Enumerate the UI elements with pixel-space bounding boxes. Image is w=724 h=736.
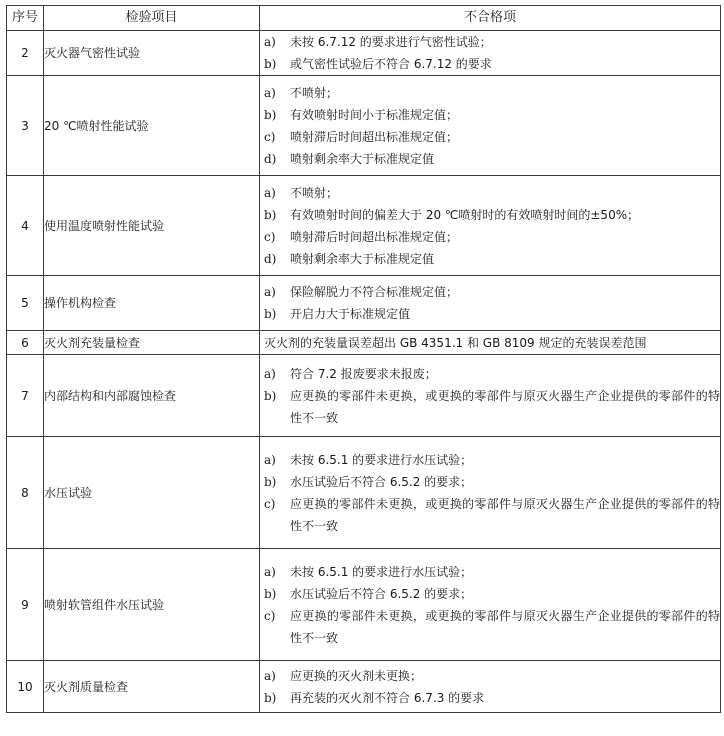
table-header-row (7, 6, 721, 31)
clause-marker: b) (264, 690, 277, 705)
nonconformity-clause (260, 471, 720, 493)
clause-marker: a) (264, 285, 276, 299)
clause-marker: d) (264, 151, 277, 166)
clause-text: 应更换的零部件未更换，或更换的零部件与原灭火器生产企业提供的零部件的特性不一致 (290, 496, 720, 533)
clause-text: 喷射剩余率大于标准规定值 (290, 151, 435, 166)
clause-text: 水压试验后不符合 6.5.2 的要求； (290, 586, 473, 601)
nonconformity-clause (260, 126, 720, 148)
clause-text: 保险解脱力不符合标准规定值； (290, 285, 459, 299)
row-inspection-item: 灭火剂充装量检查 (44, 331, 260, 355)
clause-text: 应更换的灭火剂未更换； (290, 668, 423, 683)
clause-text: 或气密性试验后不符合 6.7.12 的要求 (290, 57, 492, 71)
header-nonconformity: 不合格项 (260, 6, 721, 31)
clause-text: 未按 6.5.1 的要求进行水压试验； (290, 452, 473, 467)
table-body (7, 31, 721, 713)
row-seq-number: 3 (7, 76, 44, 176)
nonconformity-clause (260, 82, 720, 104)
nonconformity-clause (260, 561, 720, 583)
row-nonconformity (260, 549, 721, 661)
clause-marker: d) (264, 251, 277, 266)
clause-marker: a) (264, 35, 276, 49)
row-inspection-item: 20 ℃喷射性能试验 (44, 76, 260, 176)
inspection-table (6, 5, 721, 713)
nonconformity-clause (260, 182, 720, 204)
row-inspection-item: 灭火剂质量检查 (44, 661, 260, 713)
clause-text: 开启力大于标准规定值 (290, 307, 411, 321)
row-seq-number: 9 (7, 549, 44, 661)
row-nonconformity (260, 437, 721, 549)
clause-marker: b) (264, 586, 277, 601)
clause-marker: a) (264, 185, 276, 200)
clause-text: 水压试验后不符合 6.5.2 的要求； (290, 474, 473, 489)
row-nonconformity (260, 355, 721, 437)
nonconformity-clause (260, 583, 720, 605)
row-seq-number: 6 (7, 331, 44, 355)
table-row (7, 331, 721, 355)
clause-marker: b) (264, 107, 277, 122)
clause-marker: c) (264, 229, 276, 244)
clause-marker: b) (264, 57, 277, 71)
nonconformity-clause (260, 226, 720, 248)
clause-text: 不喷射； (290, 85, 339, 100)
clause-marker: b) (264, 474, 277, 489)
clause-text: 喷射滞后时间超出标准规定值； (290, 129, 459, 144)
nonconformity-clause (260, 363, 720, 385)
row-inspection-item: 内部结构和内部腐蚀检查 (44, 355, 260, 437)
nonconformity-clause (260, 449, 720, 471)
row-nonconformity (260, 176, 721, 276)
nonconformity-clause (260, 31, 720, 53)
nonconformity-text: 灭火剂的充装量误差超出 GB 4351.1 和 GB 8109 规定的充装误差范围 (264, 335, 647, 350)
clause-text: 不喷射； (290, 185, 339, 200)
clause-text: 喷射剩余率大于标准规定值 (290, 251, 435, 266)
nonconformity-clause (260, 665, 720, 687)
nonconformity-clause (260, 148, 720, 170)
row-seq-number: 10 (7, 661, 44, 713)
clause-marker: b) (264, 307, 277, 321)
row-inspection-item: 操作机构检查 (44, 276, 260, 331)
row-seq-number: 4 (7, 176, 44, 276)
clause-text: 喷射滞后时间超出标准规定值； (290, 229, 459, 244)
nonconformity-clause (260, 53, 720, 75)
row-seq-number: 5 (7, 276, 44, 331)
row-inspection-item: 灭火器气密性试验 (44, 31, 260, 76)
table-row (7, 661, 721, 713)
table-row (7, 437, 721, 549)
clause-text: 有效喷射时间的偏差大于 20 ℃喷射时的有效喷射时间的±50%； (290, 207, 640, 222)
clause-marker: b) (264, 388, 277, 403)
row-nonconformity (260, 661, 721, 713)
table-row (7, 76, 721, 176)
nonconformity-clause (260, 104, 720, 126)
clause-marker: b) (264, 207, 277, 222)
row-seq-number: 2 (7, 31, 44, 76)
nonconformity-clause (260, 281, 720, 303)
clause-marker: a) (264, 564, 276, 579)
nonconformity-clause (260, 605, 720, 649)
row-seq-number: 7 (7, 355, 44, 437)
table-row (7, 176, 721, 276)
row-seq-number: 8 (7, 437, 44, 549)
table-row (7, 549, 721, 661)
clause-marker: c) (264, 608, 276, 623)
nonconformity-clause (260, 204, 720, 226)
nonconformity-clause (260, 385, 720, 429)
table-row (7, 276, 721, 331)
row-nonconformity (260, 76, 721, 176)
row-nonconformity (260, 31, 721, 76)
clause-text: 再充装的灭火剂不符合 6.7.3 的要求 (290, 690, 485, 705)
nonconformity-clause (260, 303, 720, 325)
nonconformity-clause (260, 493, 720, 537)
nonconformity-clause (260, 687, 720, 709)
clause-text: 未按 6.7.12 的要求进行气密性试验； (290, 35, 492, 49)
clause-text: 应更换的零部件未更换，或更换的零部件与原灭火器生产企业提供的零部件的特性不一致 (290, 388, 720, 425)
row-nonconformity (260, 276, 721, 331)
clause-text: 未按 6.5.1 的要求进行水压试验； (290, 564, 473, 579)
header-inspection-item: 检验项目 (44, 6, 260, 31)
table-row (7, 355, 721, 437)
clause-marker: a) (264, 85, 276, 100)
header-seq: 序号 (7, 6, 44, 31)
clause-marker: c) (264, 496, 276, 511)
row-inspection-item: 水压试验 (44, 437, 260, 549)
clause-marker: a) (264, 452, 276, 467)
row-nonconformity (260, 331, 721, 355)
table-row (7, 31, 721, 76)
row-inspection-item: 喷射软管组件水压试验 (44, 549, 260, 661)
nonconformity-clause (260, 248, 720, 270)
clause-marker: a) (264, 668, 276, 683)
clause-marker: c) (264, 129, 276, 144)
clause-text: 应更换的零部件未更换，或更换的零部件与原灭火器生产企业提供的零部件的特性不一致 (290, 608, 720, 645)
clause-marker: a) (264, 366, 276, 381)
clause-text: 有效喷射时间小于标准规定值； (290, 107, 459, 122)
clause-text: 符合 7.2 报废要求未报废； (290, 366, 437, 381)
row-inspection-item: 使用温度喷射性能试验 (44, 176, 260, 276)
